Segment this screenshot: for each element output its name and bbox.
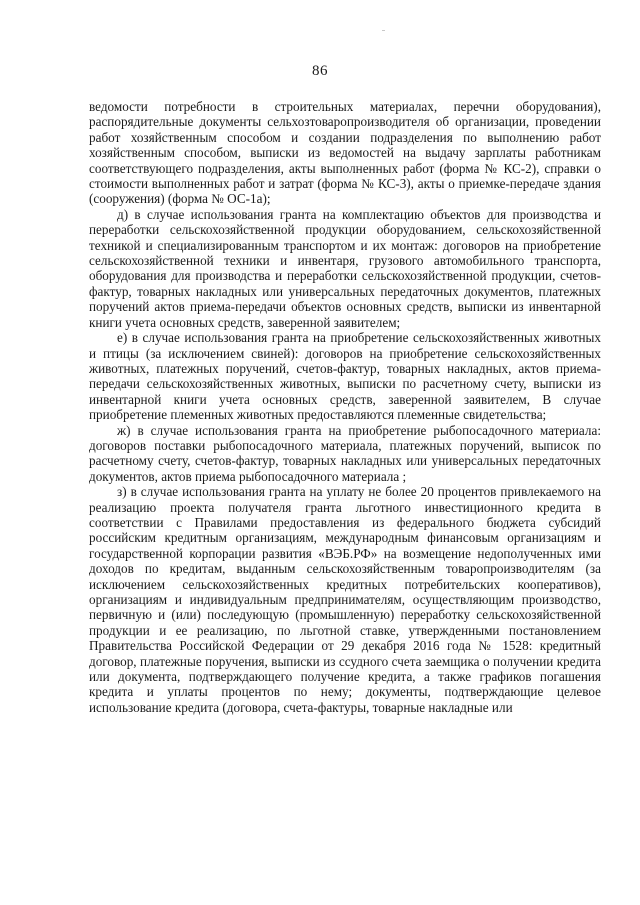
paragraph-continuation: ведомости потребности в строительных материалах, перечни оборудования), распорядительные документы сельхозтоваропроизводителя об организации, проведении работ хозяйственным способом и создании подразделения по выполнению работ хозяйственным способом, выписки из ведомостей на выдачу зарплаты работникам соответствующего подразделения, акты выполненных работ (форма № КС-2), справки о стоимости выполненных работ и затрат (форма № КС-3), акты о приемке-передаче здания (сооружения) (форма № ОС-1а); bbox=[89, 99, 601, 207]
paragraph-item-z: з) в случае использования гранта на уплату не более 20 процентов привлекаемого на реализацию проекта получателя гранта льготного инвестиционного кредита в соответствии с Правилами предоставления из федерального бюджета субсидий российским кредитным организациям, международным финансовым организациям и государственной корпорации развития «ВЭБ.РФ» на возмещение недополученных ими доходов по кредитам, выданным сельскохозяйственным товаропроизводителям (за исключением сельскохозяйственных кредитных потребительских кооперативов), организациям и индивидуальным предпринимателям, осуществляющим производство, первичную и (или) последующую (промышленную) переработку сельскохозяйственной продукции и ее реализацию, по льготной ставке, утвержденными постановлением Правительства Российской Федерации от 29 декабря 2016 года № 1528: кредитный договор, платежные поручения, выписки из ссудного счета заемщика о получении кредита или документа, подтверждающего получение кредита, а также графиков погашения кредита и уплаты процентов по нему; документы, подтверждающие целевое использование кредита (договора, счета-фактуры, товарные накладные или bbox=[89, 484, 601, 715]
paragraph-item-zh: ж) в случае использования гранта на приобретение рыбопосадочного материала: договоров поставки рыбопосадочного материала, платежных поручений, выписок по расчетному счету, счетов-фактур, товарных накладных или универсальных передаточных документов, актов приема рыбопосадочного материала ; bbox=[89, 422, 601, 484]
scan-artifact bbox=[382, 30, 385, 31]
paragraph-item-d: д) в случае использования гранта на комплектацию объектов для производства и переработки сельскохозяйственной продукции оборудованием, сельскохозяйственной техникой и специализированным транспортом и их монтаж: договоров на приобретение сельскохозяйственной техники и инвентаря, грузового автомобильного транспорта, оборудования для производства и переработки сельскохозяйственной продукции, счетов-фактур, товарных накладных или универсальных передаточных документов, платежных поручений актов приема-передачи объектов основных средств, выписки из инвентарной книги учета основных средств, заверенной заявителем; bbox=[89, 206, 601, 330]
paragraph-item-e: е) в случае использования гранта на приобретение сельскохозяйственных животных и птицы (за исключением свиней): договоров на приобретение сельскохозяйственных животных, платежных поручений, счетов-фактур, товарных накладных, актов приема-передачи сельскохозяйственных животных, выписки по расчетному счету, выписки из инвентарной книги учета основных средств, заверенной заявителем, В случае приобретение племенных животных предоставляются племенные свидетельства; bbox=[89, 330, 601, 423]
document-body bbox=[89, 99, 601, 715]
page-number: 86 bbox=[312, 63, 328, 79]
